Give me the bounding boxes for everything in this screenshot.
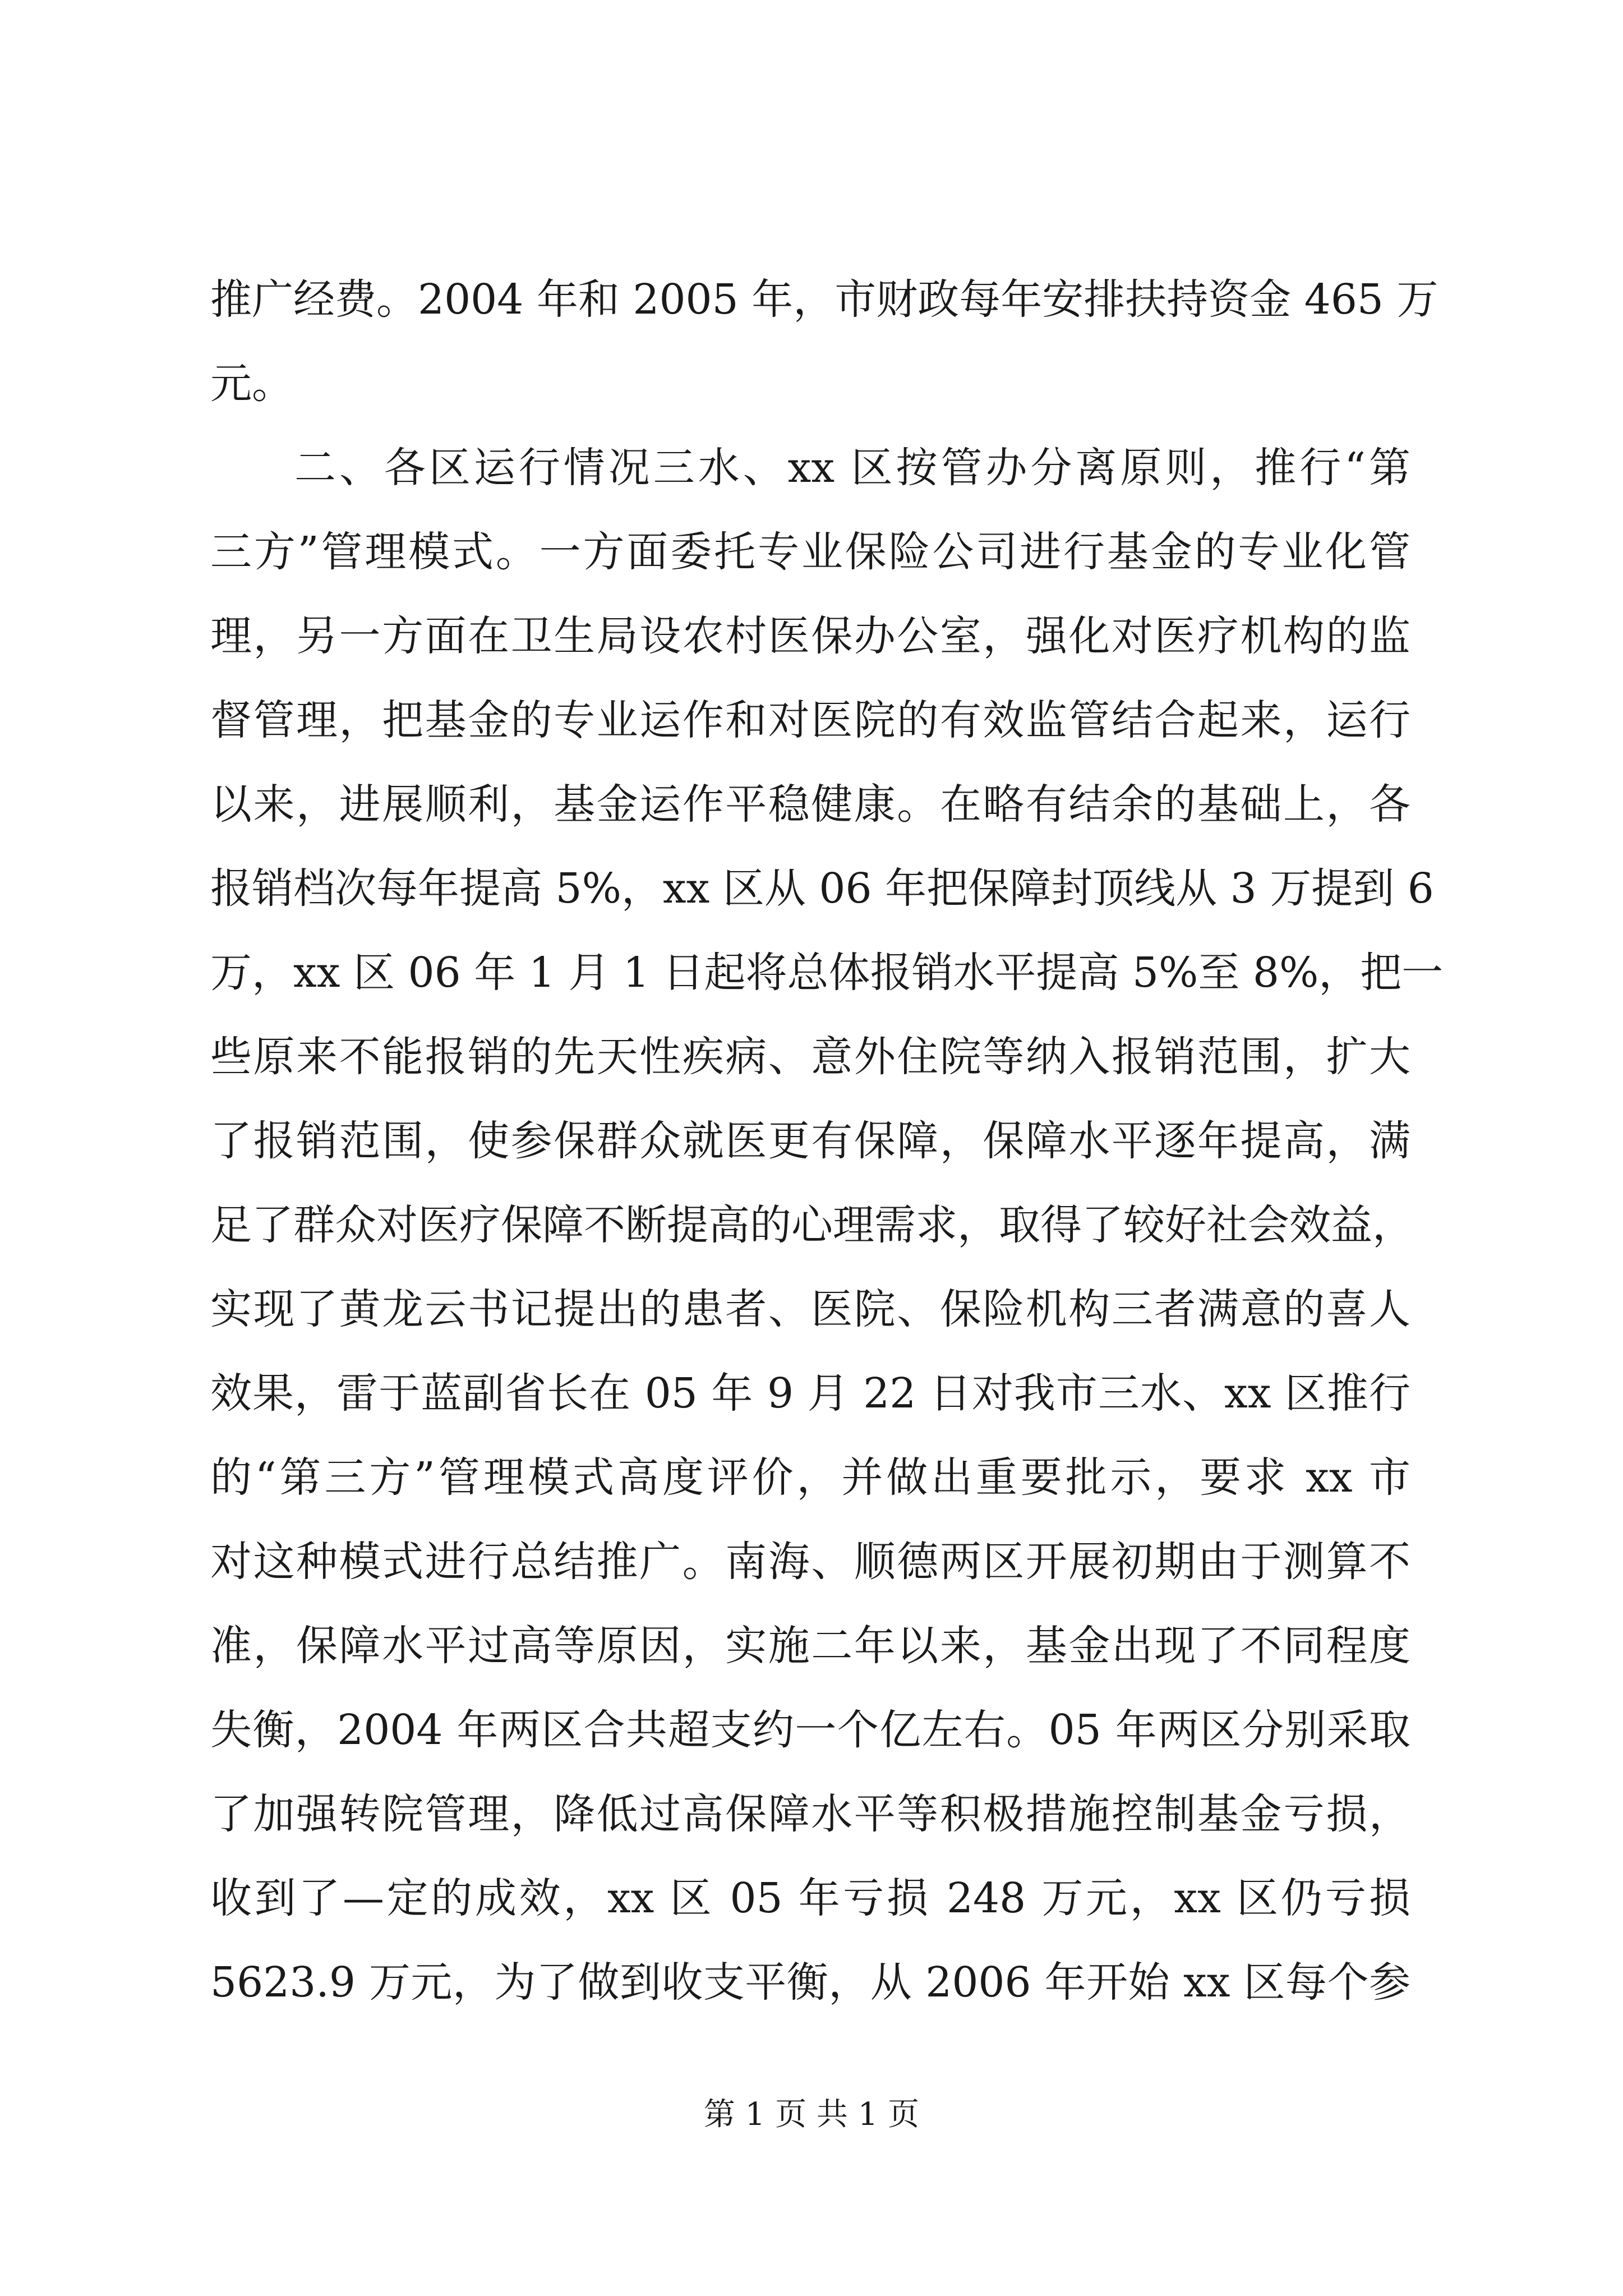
page-footer: 第 1 页 共 1 页 xyxy=(703,2096,920,2133)
text-line: 元。 xyxy=(210,360,293,408)
text-line: 足了群众对医疗保障不断提高的心理需求，取得了较好社会效益， xyxy=(210,1201,1414,1249)
document-body xyxy=(210,257,1444,2024)
text-line: 准，保障水平过高等原因，实施二年以来，基金出现了不同程度 xyxy=(210,1622,1410,1670)
text-line: 二、各区运行情况三水、xx 区按管办分离原则，推行“第 xyxy=(294,444,1410,492)
text-line: 收到了—定的成效，xx 区 05 年亏损 248 万元，xx 区仍亏损 xyxy=(210,1874,1410,1922)
text-line: 对这种模式进行总结推广。南海、顺德两区开展初期由于测算不 xyxy=(210,1538,1410,1586)
text-line: 了加强转院管理，降低过高保障水平等积极措施控制基金亏损， xyxy=(210,1790,1410,1838)
text-line: 效果，雷于蓝副省长在 05 年 9 月 22 日对我市三水、xx 区推行 xyxy=(210,1369,1410,1418)
paragraph-1 xyxy=(210,257,1438,426)
text-line: 实现了黄龙云书记提出的患者、医院、保险机构三者满意的喜人 xyxy=(210,1285,1410,1333)
text-line: 以来，进展顺利，基金运作平稳健康。在略有结余的基础上，各 xyxy=(210,780,1410,829)
text-line: 理，另一方面在卫生局设农村医保办公室，强化对医疗机构的监 xyxy=(210,612,1410,660)
paragraph-2 xyxy=(210,426,1444,2024)
text-line: 的“第三方”管理模式高度评价，并做出重要批示，要求 xx 市 xyxy=(210,1453,1410,1502)
text-line: 失衡，2004 年两区合共超支约一个亿左右。05 年两区分别采取 xyxy=(210,1706,1410,1754)
text-line: 三方”管理模式。一方面委托专业保险公司进行基金的专业化管 xyxy=(210,528,1410,576)
text-line: 些原来不能报销的先天性疾病、意外住院等纳入报销范围，扩大 xyxy=(210,1033,1410,1081)
text-line: 督管理，把基金的专业运作和对医院的有效监管结合起来，运行 xyxy=(210,696,1410,744)
text-line: 推广经费。2004 年和 2005 年，市财政每年安排扶持资金 465 万 xyxy=(210,275,1438,324)
text-line: 报销档次每年提高 5%，xx 区从 06 年把保障封顶线从 3 万提到 6 xyxy=(210,864,1434,913)
text-line: 5623.9 万元，为了做到收支平衡，从 2006 年开始 xx 区每个参 xyxy=(210,1958,1410,2007)
text-line: 万，xx 区 06 年 1 月 1 日起将总体报销水平提高 5%至 8%，把一 xyxy=(210,949,1444,997)
text-line: 了报销范围，使参保群众就医更有保障，保障水平逐年提高，满 xyxy=(210,1117,1410,1165)
